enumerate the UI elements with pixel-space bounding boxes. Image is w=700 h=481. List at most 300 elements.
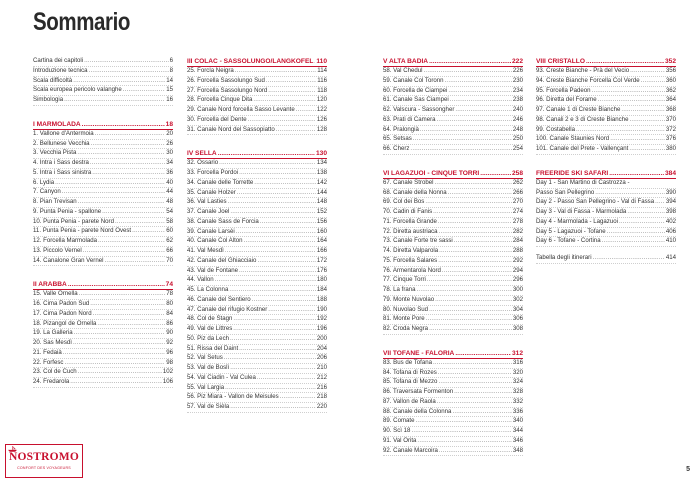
entry-page-number: 288 xyxy=(512,247,523,254)
entry-title: 6. Lydia xyxy=(33,178,55,186)
entry-title: 48. Col de Stagn xyxy=(187,315,233,323)
entry-title: 37. Canale Joel xyxy=(187,208,230,215)
entry-title: Scala europea pericolo valanghe xyxy=(33,86,122,94)
section-spacer xyxy=(383,155,523,162)
entry-title: 38. Canale Sass de Forcia xyxy=(187,217,259,225)
entry-page-number: 44 xyxy=(166,188,173,196)
entry-page-number: 270 xyxy=(512,198,523,206)
toc-entry xyxy=(187,247,327,257)
entry-page-number: 292 xyxy=(512,256,523,264)
toc-entry xyxy=(383,286,523,296)
entry-title: 33. Forcella Pordoi xyxy=(187,169,239,176)
entry-title: 92. Canale Marcoira xyxy=(383,446,438,454)
entry-page-number: 106 xyxy=(162,378,173,385)
dot-leader xyxy=(437,116,512,125)
entry-page-number: 160 xyxy=(316,227,327,235)
entry-title: 5. Intra i Sass sinistra xyxy=(33,168,92,176)
dot-leader xyxy=(102,208,165,217)
dot-leader xyxy=(619,218,665,227)
toc-entry xyxy=(33,188,173,198)
entry-page-number: 356 xyxy=(665,67,676,74)
toc-entry xyxy=(187,403,327,413)
entry-page-number: 210 xyxy=(316,364,327,371)
section-spacer xyxy=(536,247,676,254)
entry-title: 22. Forfesc xyxy=(33,358,64,366)
entry-title: 18. Pizangol de Ornella xyxy=(33,319,97,327)
page-title: Sommario xyxy=(33,8,130,36)
dot-leader xyxy=(426,315,512,324)
entry-page-number: 54 xyxy=(166,207,173,215)
toc-section-heading xyxy=(187,57,327,67)
dot-leader xyxy=(655,198,665,207)
toc-column-3 xyxy=(383,57,523,456)
dot-leader xyxy=(84,57,168,66)
dot-leader xyxy=(230,335,316,344)
entry-page-number: 66 xyxy=(166,246,173,254)
toc-entry xyxy=(187,198,327,208)
dot-leader xyxy=(621,106,664,115)
dot-leader xyxy=(438,369,512,378)
dot-leader xyxy=(442,267,512,276)
entry-title: 7. Canyon xyxy=(33,188,61,196)
entry-page-number: 114 xyxy=(317,67,327,74)
toc-entry xyxy=(383,67,523,77)
entry-title: 47. Canale del rifugio Kostner xyxy=(187,305,268,313)
dot-leader xyxy=(218,149,315,158)
entry-page-number: 118 xyxy=(317,86,327,94)
entry-title: 86. Traversata Formenton xyxy=(383,388,454,395)
toc-entry xyxy=(383,315,523,325)
entry-page-number: 148 xyxy=(316,198,327,206)
dot-leader xyxy=(115,218,165,227)
dot-leader xyxy=(598,96,665,105)
toc-entry xyxy=(33,77,173,87)
entry-title: 27. Forcella Sassolungo Nord xyxy=(187,86,268,94)
entry-page-number: 284 xyxy=(512,237,523,245)
entry-title: 31. Canale Nord del Sassopiatto xyxy=(187,125,275,133)
toc-entry xyxy=(33,329,173,339)
entry-page-number: 362 xyxy=(665,86,676,94)
dot-leader xyxy=(253,96,315,105)
entry-title: 46. Canale del Sentiero xyxy=(187,295,251,303)
toc-entry xyxy=(383,369,523,379)
entry-page-number: 138 xyxy=(316,169,327,176)
toc-entry xyxy=(187,179,327,189)
entry-title: 29. Canale Nord forcella Sasso Levante xyxy=(187,106,295,113)
dot-leader xyxy=(610,135,665,144)
toc-entry xyxy=(187,208,327,218)
dot-leader xyxy=(411,427,511,436)
dot-leader xyxy=(296,106,316,115)
entry-title: 12. Forcella Marmolada xyxy=(33,237,98,244)
entry-title: 84. Tofana di Rozes xyxy=(383,368,437,376)
toc-entry xyxy=(383,96,523,106)
toc-entry xyxy=(383,296,523,306)
toc-entry xyxy=(383,398,523,408)
entry-title: 16. Cima Padon Sud xyxy=(33,300,90,307)
entry-title: 96. Diretta del Forame xyxy=(536,96,597,104)
dot-leader xyxy=(64,359,165,368)
dot-leader xyxy=(433,208,512,217)
dot-leader xyxy=(237,189,316,198)
entry-title: 34. Canale delle Torrette xyxy=(187,178,254,186)
dot-leader xyxy=(225,384,316,393)
section-spacer xyxy=(33,266,173,273)
entry-title: 82. Croda Negra xyxy=(383,325,429,332)
dot-leader xyxy=(455,106,511,115)
toc-entry xyxy=(187,257,327,267)
toc-section-heading xyxy=(33,120,173,130)
dot-leader xyxy=(228,198,316,207)
dot-leader xyxy=(82,120,165,129)
toc-section-heading xyxy=(536,57,676,67)
entry-title: 91. Val Orita xyxy=(383,436,417,444)
section-title: VII TOFANE - FALORIA xyxy=(383,349,455,357)
entry-page-number: 262 xyxy=(512,178,523,186)
entry-title: 99. Costabella xyxy=(536,125,575,133)
entry-page-number: 172 xyxy=(316,256,327,264)
entry-title: 1. Vallone d'Antermoia xyxy=(33,129,94,137)
toc-entry xyxy=(187,335,327,345)
toc-entry xyxy=(187,393,327,403)
toc-entry xyxy=(536,67,676,77)
entry-page-number: 70 xyxy=(166,256,173,264)
toc-entry xyxy=(536,126,676,136)
dot-leader xyxy=(219,159,316,168)
dot-leader xyxy=(233,325,316,334)
toc-entry xyxy=(383,218,523,228)
logo-name: NOSTROMO xyxy=(9,451,79,463)
entry-page-number: 376 xyxy=(665,135,676,143)
toc-entry xyxy=(187,345,327,355)
dot-leader xyxy=(593,254,665,263)
toc-entry xyxy=(33,149,173,159)
entry-title: 87. Vallon de Raola xyxy=(383,397,436,405)
entry-title: 8. Pian Trevisan xyxy=(33,198,77,205)
toc-entry xyxy=(383,116,523,126)
dot-leader xyxy=(252,296,316,305)
toc-column-1 xyxy=(33,57,173,388)
dot-leader xyxy=(424,67,512,76)
toc-entry xyxy=(383,106,523,116)
entry-title: 35. Canale Holzer xyxy=(187,188,236,196)
toc-entry xyxy=(187,106,327,116)
entry-title: 41. Val Mesdì xyxy=(187,247,224,254)
entry-title: 4. Intra i Sass destra xyxy=(33,159,89,166)
dot-leader xyxy=(104,257,165,266)
entry-title: 10. Punta Penia - parete Nord xyxy=(33,217,114,225)
toc-entry xyxy=(33,159,173,169)
section-page-number: 110 xyxy=(316,58,327,65)
entry-title: 23. Col de Cuch xyxy=(33,368,77,376)
dot-leader xyxy=(97,320,165,329)
entry-title: 98. Canali 2 e 3 di Creste Bianche xyxy=(536,115,629,123)
entry-page-number: 166 xyxy=(316,247,327,254)
toc-entry xyxy=(536,237,676,247)
dot-leader xyxy=(68,280,165,289)
toc-entry xyxy=(383,408,523,418)
entry-page-number: 302 xyxy=(512,295,523,303)
entry-page-number: 364 xyxy=(665,96,676,104)
toc-entry xyxy=(383,87,523,97)
entry-title: 49. Val de Littres xyxy=(187,325,233,332)
dot-leader xyxy=(64,96,165,105)
dot-leader xyxy=(248,116,316,125)
dot-leader xyxy=(73,77,165,86)
entry-title: 78. La frana xyxy=(383,286,416,293)
entry-title: 54. Val Ciadin - Val Culea xyxy=(187,373,256,381)
toc-entry xyxy=(33,130,173,140)
dot-leader xyxy=(73,339,165,348)
entry-page-number: 164 xyxy=(316,237,327,245)
toc-entry xyxy=(383,276,523,286)
dot-leader xyxy=(229,286,315,295)
toc-entry xyxy=(187,159,327,169)
dot-leader xyxy=(629,116,664,125)
entry-title: 66. Cherz xyxy=(383,145,410,152)
entry-page-number: 308 xyxy=(512,325,523,332)
entry-title: 56. Piz Miara - Vallon de Meisules xyxy=(187,393,279,401)
dot-leader xyxy=(233,315,315,324)
entry-page-number: 190 xyxy=(316,305,327,313)
toc-entry xyxy=(33,237,173,247)
entry-title: 100. Canale Staunies Nord xyxy=(536,135,610,143)
nostromo-logo xyxy=(5,444,83,478)
toc-entry xyxy=(33,257,173,267)
entry-title: 94. Creste Bianche Forcella Col Verde xyxy=(536,76,640,84)
section-spacer xyxy=(383,335,523,342)
entry-page-number: 34 xyxy=(166,159,173,166)
entry-page-number: 36 xyxy=(166,168,173,176)
dot-leader xyxy=(260,218,316,227)
toc-entry xyxy=(187,237,327,247)
entry-title: Cartina dei capitoli xyxy=(33,57,84,64)
entry-title: 52. Val Setus xyxy=(187,354,223,362)
entry-page-number: 340 xyxy=(512,417,523,425)
dot-leader xyxy=(230,208,315,217)
toc-entry xyxy=(187,169,327,179)
entry-page-number: 278 xyxy=(512,217,523,225)
toc-entry xyxy=(383,189,523,199)
toc-entry xyxy=(33,86,173,96)
entry-title: 20. Sas Mesdì xyxy=(33,339,72,346)
entry-page-number: 98 xyxy=(166,358,173,366)
entry-title: Day 1 - San Martino di Castrozza - xyxy=(536,178,630,186)
dot-leader xyxy=(95,130,166,139)
toc-section-heading xyxy=(536,169,676,179)
section-page-number: 384 xyxy=(664,169,676,177)
entry-page-number: 96 xyxy=(166,348,173,356)
entry-page-number: 324 xyxy=(512,378,523,386)
toc-entry xyxy=(383,135,523,145)
entry-page-number: 26 xyxy=(166,139,173,147)
toc-section-heading xyxy=(33,280,173,290)
toc-entry xyxy=(187,315,327,325)
toc-entry xyxy=(536,145,676,155)
entry-title: 13. Piccolo Vernel xyxy=(33,246,82,254)
dot-leader xyxy=(132,227,165,236)
toc-entry xyxy=(187,325,327,335)
entry-title: 76. Armentarola Nord xyxy=(383,266,441,274)
entry-title: 17. Cima Padon Nord xyxy=(33,309,92,317)
entry-page-number: 320 xyxy=(512,368,523,376)
toc-entry xyxy=(383,267,523,277)
dot-leader xyxy=(314,57,315,66)
entry-title: Day 4 - Marmolada - Lagazuoi xyxy=(536,217,618,225)
toc-entry xyxy=(536,218,676,228)
toc-section-heading xyxy=(383,349,523,359)
dot-leader xyxy=(438,257,512,266)
entry-page-number: 226 xyxy=(512,67,523,74)
dot-leader xyxy=(90,159,165,168)
entry-page-number: 410 xyxy=(665,237,676,245)
entry-page-number: 402 xyxy=(665,217,676,225)
toc-entry xyxy=(187,306,327,316)
entry-title: Day 2 - Passo San Pellegrino - Val di Fassa xyxy=(536,198,655,206)
entry-page-number: 84 xyxy=(166,309,173,317)
entry-title: 89. Comate xyxy=(383,417,415,425)
entry-page-number: 218 xyxy=(316,393,327,401)
entry-page-number: 128 xyxy=(316,125,327,133)
entry-page-number: 380 xyxy=(665,145,676,152)
toc-entry xyxy=(33,227,173,237)
entry-page-number: 6 xyxy=(169,57,173,64)
toc-entry xyxy=(33,198,173,208)
section-page-number: 258 xyxy=(511,169,523,177)
entry-page-number: 336 xyxy=(512,407,523,415)
entry-page-number: 328 xyxy=(512,388,523,395)
entry-title: 58. Val Chedul xyxy=(383,67,423,74)
dot-leader xyxy=(434,179,511,188)
entry-page-number: 134 xyxy=(316,159,327,167)
entry-page-number: 300 xyxy=(512,286,523,293)
entry-title: 24. Fredarola xyxy=(33,378,70,385)
entry-title: 62. Valscura - Sassongher xyxy=(383,106,455,113)
entry-page-number: 122 xyxy=(316,106,327,113)
toc-entry xyxy=(536,116,676,126)
entry-title: 28. Forcella Cinque Dita xyxy=(187,96,253,104)
entry-page-number: 282 xyxy=(512,227,523,235)
toc-entry xyxy=(33,96,173,106)
entry-page-number: 60 xyxy=(166,227,173,235)
dot-leader xyxy=(79,290,166,299)
entry-page-number: 116 xyxy=(317,76,327,84)
toc-entry xyxy=(383,126,523,136)
dot-leader xyxy=(439,247,512,256)
entry-page-number: 102 xyxy=(162,368,173,376)
toc-entry xyxy=(383,359,523,369)
toc-entry xyxy=(187,218,327,228)
toc-entry xyxy=(187,228,327,238)
dot-leader xyxy=(90,300,165,309)
toc-entry xyxy=(187,96,327,106)
entry-title: 26. Forcella Sassolungo Sud xyxy=(187,76,265,84)
dot-leader xyxy=(257,374,316,383)
entry-page-number: 304 xyxy=(512,305,523,313)
dot-leader xyxy=(410,145,511,154)
toc-entry xyxy=(33,67,173,77)
dot-leader xyxy=(62,188,165,197)
dot-leader xyxy=(607,228,665,237)
entry-title: 63. Prati di Camera xyxy=(383,115,436,123)
entry-page-number: 184 xyxy=(316,286,327,293)
toc-entry xyxy=(187,364,327,374)
entry-title: 90. Scì 18 xyxy=(383,427,411,434)
toc-entry xyxy=(33,339,173,349)
toc-entry xyxy=(383,427,523,437)
dot-leader xyxy=(450,96,512,105)
entry-title: Day 3 - Val di Fassa - Marmolada xyxy=(536,208,627,215)
entry-page-number: 8 xyxy=(169,66,173,74)
section-title: II ARABBA xyxy=(33,281,67,289)
toc-entry xyxy=(33,310,173,320)
entry-page-number: 332 xyxy=(512,397,523,405)
entry-title: 19. La Galleria xyxy=(33,329,73,337)
entry-page-number: 142 xyxy=(316,178,327,186)
section-page-number: 222 xyxy=(511,58,523,65)
entry-title: 80. Nuvolao Sud xyxy=(383,305,429,313)
dot-leader xyxy=(224,354,316,363)
toc-entry xyxy=(383,388,523,398)
toc-entry xyxy=(383,306,523,316)
entry-title: 95. Forcella Padeon xyxy=(536,86,591,94)
dot-leader xyxy=(276,126,316,135)
entry-title: 2. Bellunese Vecchia xyxy=(33,139,90,147)
entry-title: 42. Canale del Ghiacciaio xyxy=(187,256,257,264)
entry-title: 88. Canale della Colonna xyxy=(383,407,452,415)
toc-entry xyxy=(383,228,523,238)
entry-page-number: 250 xyxy=(512,135,523,143)
entry-title: 77. Cinque Torri xyxy=(383,276,426,284)
toc-entry xyxy=(33,290,173,300)
dot-leader xyxy=(429,325,512,334)
toc-entry xyxy=(33,349,173,359)
entry-title: 44. Vallon xyxy=(187,276,214,284)
entry-title: 75. Forcella Salares xyxy=(383,256,438,264)
dot-leader xyxy=(445,77,512,86)
entry-page-number: 216 xyxy=(316,383,327,391)
entry-page-number: 40 xyxy=(166,178,173,186)
entry-page-number: 62 xyxy=(166,237,173,244)
toc-entry xyxy=(383,237,523,247)
entry-title: Passo San Pellegrino xyxy=(536,188,595,196)
entry-title: 101. Canale del Prete - Vallençant xyxy=(536,145,629,152)
entry-page-number: 212 xyxy=(316,373,327,381)
toc-entry xyxy=(536,96,676,106)
toc-entry xyxy=(33,179,173,189)
entry-page-number: 306 xyxy=(512,315,523,323)
entry-title: 69. Col dei Bos xyxy=(383,198,425,206)
dot-leader xyxy=(592,87,665,96)
entry-page-number: 20 xyxy=(166,129,173,137)
dot-leader xyxy=(215,276,316,285)
dot-leader xyxy=(439,228,512,237)
toc-entry xyxy=(383,145,523,155)
entry-title: Introduzione tecnica xyxy=(33,66,88,74)
entry-title: Simbologia xyxy=(33,96,64,103)
dot-leader xyxy=(74,329,166,338)
dot-leader xyxy=(439,447,512,456)
entry-title: 9. Punta Penia - spallone xyxy=(33,207,102,215)
dot-leader xyxy=(77,149,165,158)
section-title: III COLAC - SASSOLUNGO/LANGKOFEL xyxy=(187,58,314,65)
entry-page-number: 48 xyxy=(166,198,173,205)
entry-title: 32. Ossario xyxy=(187,159,219,167)
dot-leader xyxy=(576,126,665,135)
entry-page-number: 78 xyxy=(166,290,173,298)
dot-leader xyxy=(641,77,665,86)
toc-entry xyxy=(536,106,676,116)
